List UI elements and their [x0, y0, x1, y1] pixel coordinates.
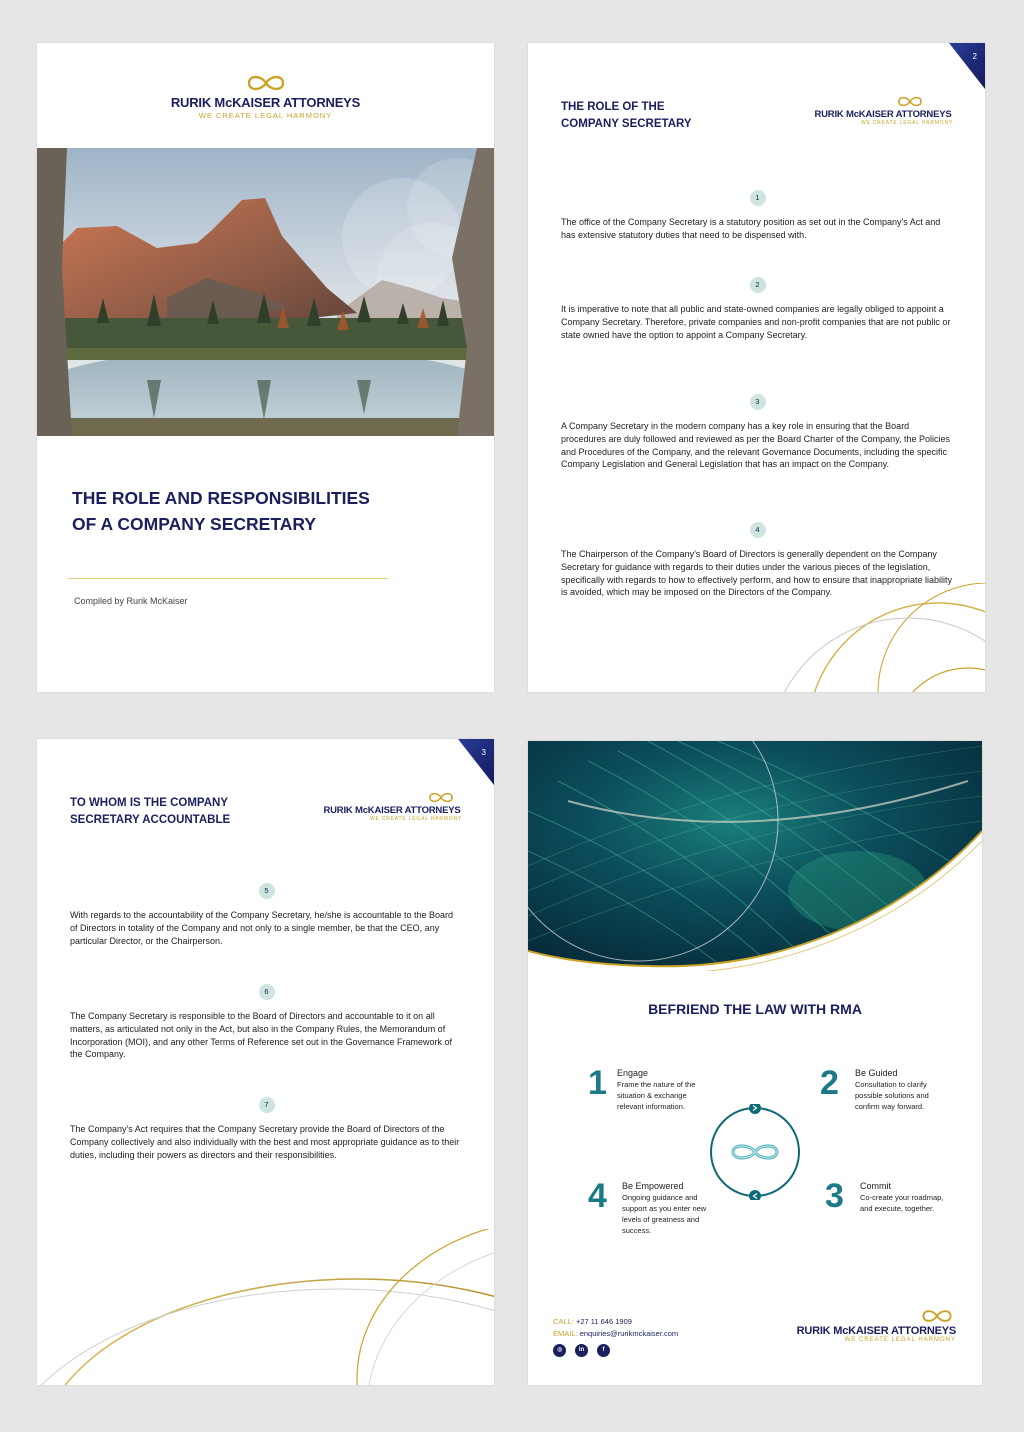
step-number: 4: [588, 1177, 607, 1215]
email-label: EMAIL:: [553, 1329, 578, 1338]
brand-tagline: WE CREATE LEGAL HARMONY: [860, 120, 953, 126]
section-title-line2: COMPANY SECRETARY: [561, 118, 692, 130]
section-title-line2: SECRETARY ACCOUNTABLE: [70, 814, 231, 826]
list-item: [561, 277, 954, 341]
step-desc: Co-create your roadmap, and execute, together.: [860, 1193, 944, 1213]
brand-tagline: WE CREATE LEGAL HARMONY: [198, 111, 333, 120]
call-label: CALL:: [553, 1317, 574, 1326]
page-title: BEFRIEND THE LAW WITH RMA: [648, 1001, 862, 1017]
section-title-line1: TO WHOM IS THE COMPANY: [70, 797, 229, 809]
linkedin-icon[interactable]: in: [575, 1344, 588, 1357]
step-desc: Frame the nature of the situation & exchange relevant information.: [617, 1080, 696, 1111]
email-address[interactable]: enquiries@rurikmckaiser.com: [579, 1329, 679, 1338]
item-text: The Company Secretary is responsible to the Board of Directors and accountable to it on all matters, as articulated not only in the Act, but also in the Company Rules, the Memorandum of Incorporation (MOI), and any other Terms of Reference set out in the Governance Framework of the Company.: [70, 1011, 453, 1060]
decorative-arcs: [708, 583, 985, 692]
cover-title-line2: OF A COMPANY SECRETARY: [72, 514, 317, 534]
item-number-badge: 5: [259, 883, 275, 899]
item-text: It is imperative to note that all public and state-owned companies are legally obliged to appoint a Company Secretary. Therefore, private companies and non-profit companies that are not public or state owned have the option to appoint a Company Secretary.: [561, 304, 951, 340]
brand-tagline: WE CREATE LEGAL HARMONY: [844, 1337, 956, 1343]
corner-triangle-icon: [448, 739, 494, 785]
peacock-feather-image: [528, 741, 982, 971]
step-desc: Consultation to clarify possible solutions and confirm way forward.: [855, 1080, 929, 1111]
item-text: With regards to the accountability of the Company Secretary, he/she is accountable to the Board of Directors in totality of the Company and not only to a single member, be that the CEO, any particular Director, or the Chairperson.: [70, 910, 454, 946]
contact-info: [553, 1316, 678, 1340]
item-number-badge: 1: [750, 190, 766, 206]
divider: [68, 578, 388, 579]
brand-name: RURIK McKAISER ATTORNEYS: [814, 109, 952, 120]
brand-name: RURIK McKAISER ATTORNEYS: [323, 805, 461, 816]
accountability-page: [37, 739, 494, 1385]
step-title: Be Empowered: [622, 1181, 684, 1191]
step-desc: Ongoing guidance and support as you enter new levels of greatness and success.: [622, 1193, 707, 1235]
facebook-icon[interactable]: f: [597, 1344, 610, 1357]
list-item: [70, 1097, 463, 1161]
page-corner: [448, 739, 494, 785]
decorative-arcs: [37, 1229, 494, 1385]
section-title: [561, 99, 781, 133]
process-cycle-diagram: [707, 1104, 803, 1200]
item-text: The Company's Act requires that the Company Secretary provide the Board of Directors of the Company collectively and also individually with the best and most appropriate guidance as to their duties, including their powers as directors and their responsibilities.: [70, 1124, 460, 1160]
brand-tagline: WE CREATE LEGAL HARMONY: [369, 816, 462, 822]
page-number: 3: [481, 748, 486, 757]
step-number: 3: [825, 1177, 844, 1215]
corner-triangle-icon: [939, 43, 985, 89]
globe-icon[interactable]: ◍: [553, 1344, 566, 1357]
step-number: 2: [820, 1064, 839, 1102]
infinity-logo-icon: [245, 73, 287, 93]
brand-name: RURIK McKAISER ATTORNEYS: [796, 1325, 956, 1337]
brand-logo: [776, 1308, 956, 1343]
list-item: [70, 883, 463, 947]
brand-name: RURIK McKAISER ATTORNEYS: [170, 95, 361, 110]
page-number: 2: [972, 52, 977, 61]
mountain-lake-photo: [37, 148, 494, 436]
compiled-by: Compiled by Rurik McKaiser: [74, 596, 188, 606]
infinity-logo-icon: [895, 95, 925, 108]
item-number-badge: 4: [750, 522, 766, 538]
brand-logo: [813, 95, 953, 126]
item-number-badge: 3: [750, 394, 766, 410]
item-text: The office of the Company Secretary is a statutory position as set out in the Company's Act and has extensive statutory duties that need to be dispensed with.: [561, 217, 941, 240]
brand-logo: [37, 73, 494, 120]
item-number-badge: 7: [259, 1097, 275, 1113]
page-corner: [939, 43, 985, 89]
list-item: [561, 190, 954, 242]
item-text: A Company Secretary in the modern company has a key role in ensuring that the Board procedures are duly followed and reviewed as per the Board Charter of the Company, the Policies and Procedures of the Company, and the relevant Governance Documents, including the specific Company Legislation and General Legislation that has an impact on the Company.: [561, 421, 951, 470]
item-text: The Chairperson of the Company's Board of Directors is generally dependent on the Company Secretary for guidance with regards to their duties under the various pieces of the legislation, specifically with regards to how to effectively perform, and how to ensure that inappropriate liability is avoided, which may be imposed on the Directors of the Company.: [561, 549, 953, 598]
infinity-logo-icon: [918, 1308, 956, 1324]
cover-page: [37, 43, 494, 692]
step-title: Engage: [617, 1068, 649, 1078]
cover-title-line1: THE ROLE AND RESPONSIBILITIES: [72, 488, 370, 508]
step-number: 1: [588, 1064, 607, 1102]
section-title: [70, 795, 290, 829]
section-title-line1: THE ROLE OF THE: [561, 101, 665, 113]
list-item: [561, 394, 954, 471]
phone-number[interactable]: +27 11 646 1909: [575, 1317, 632, 1326]
process-page: [528, 741, 982, 1385]
item-number-badge: 2: [750, 277, 766, 293]
role-page: [528, 43, 985, 692]
cover-title: [72, 485, 452, 537]
step-title: Be Guided: [855, 1068, 898, 1078]
item-number-badge: 6: [259, 984, 275, 1000]
social-links: [553, 1344, 610, 1357]
step-title: Commit: [860, 1181, 891, 1191]
list-item: [70, 984, 463, 1061]
list-item: [561, 522, 954, 599]
brand-logo: [322, 791, 462, 822]
infinity-logo-icon: [426, 791, 456, 804]
